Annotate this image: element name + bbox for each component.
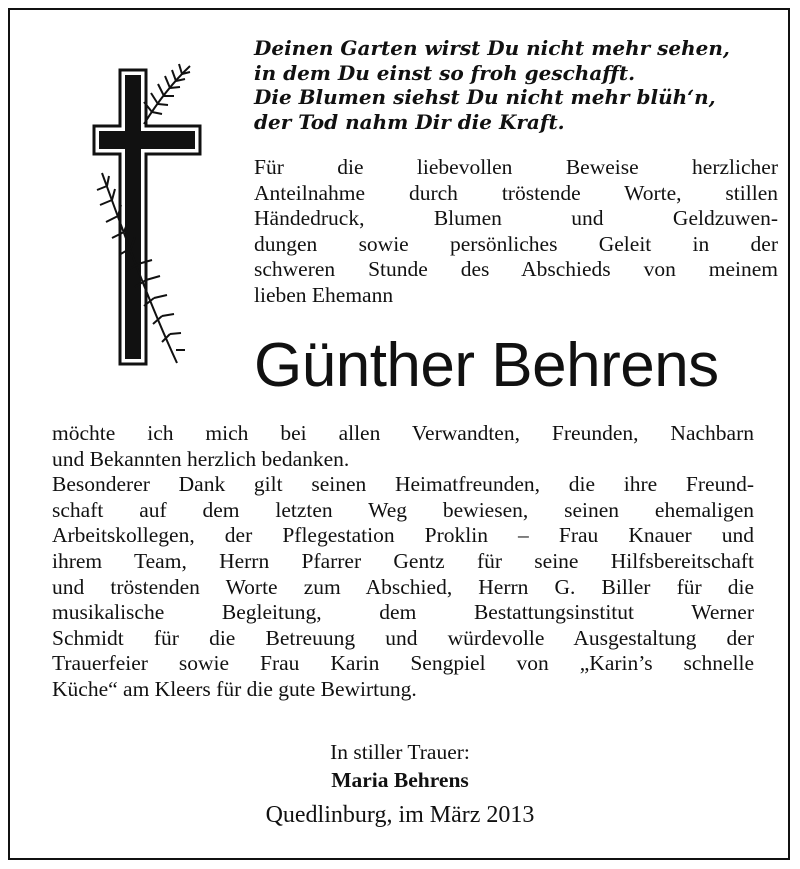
deceased-name: Günther Behrens: [254, 331, 719, 400]
intro-line: Anteilnahme durch tröstende Worte, stillen: [254, 180, 778, 205]
thanks-line: Küche“ am Kleers für die gute Bewirtung.: [52, 676, 417, 701]
thanks-line: Schmidt für die Betreuung und würdevolle Ausgestaltung der: [52, 625, 754, 650]
thanks-paragraph: [52, 421, 754, 703]
intro-line: dungen sowie persönliches Geleit in der: [254, 231, 778, 256]
poem-line: der Tod nahm Dir die Kraft.: [254, 109, 565, 134]
intro-paragraph: [254, 155, 778, 309]
poem: [254, 36, 774, 134]
closing-label: In stiller Trauer:: [330, 740, 470, 764]
poem-line: Die Blumen siehst Du nicht mehr blüh‘n,: [254, 85, 716, 109]
intro-line: schweren Stunde des Abschieds von meinem: [254, 257, 778, 282]
poem-line: in dem Du einst so froh geschafft.: [254, 60, 636, 85]
intro-line: Für die liebevollen Beweise herzlicher: [254, 155, 778, 179]
place-date: Quedlinburg, im März 2013: [265, 802, 535, 828]
poem-line: Deinen Garten wirst Du nicht mehr sehen,: [254, 36, 730, 60]
thanks-line: Besonderer Dank gilt seinen Heimatfreunden, die ihre Freund-: [52, 472, 754, 497]
thanks-line: musikalische Begleitung, dem Bestattungsinstitut Werner: [52, 600, 754, 625]
thanks-line: möchte ich mich bei allen Verwandten, Freunden, Nachbarn: [52, 421, 754, 445]
intro-line: lieben Ehemann: [254, 282, 394, 307]
cross-with-palm-branch-icon: [92, 58, 202, 376]
intro-line: Händedruck, Blumen und Geldzuwen-: [254, 206, 778, 231]
thanks-line: und Bekannten herzlich bedanken.: [52, 446, 350, 471]
thanks-line: und tröstenden Worte zum Abschied, Herrn G. Biller für die: [52, 574, 754, 599]
thanks-line: schaft auf dem letzten Weg bewiesen, seinen ehemaligen: [52, 497, 754, 522]
mourner-name: Maria Behrens: [331, 768, 469, 792]
thanks-line: ihrem Team, Herrn Pfarrer Gentz für seine Hilfsbereitschaft: [52, 548, 754, 573]
thanks-line: Arbeitskollegen, der Pflegestation Proklin – Frau Knauer und: [52, 523, 754, 548]
thanks-line: Trauerfeier sowie Frau Karin Sengpiel von „Karin’s schnelle: [52, 651, 754, 676]
